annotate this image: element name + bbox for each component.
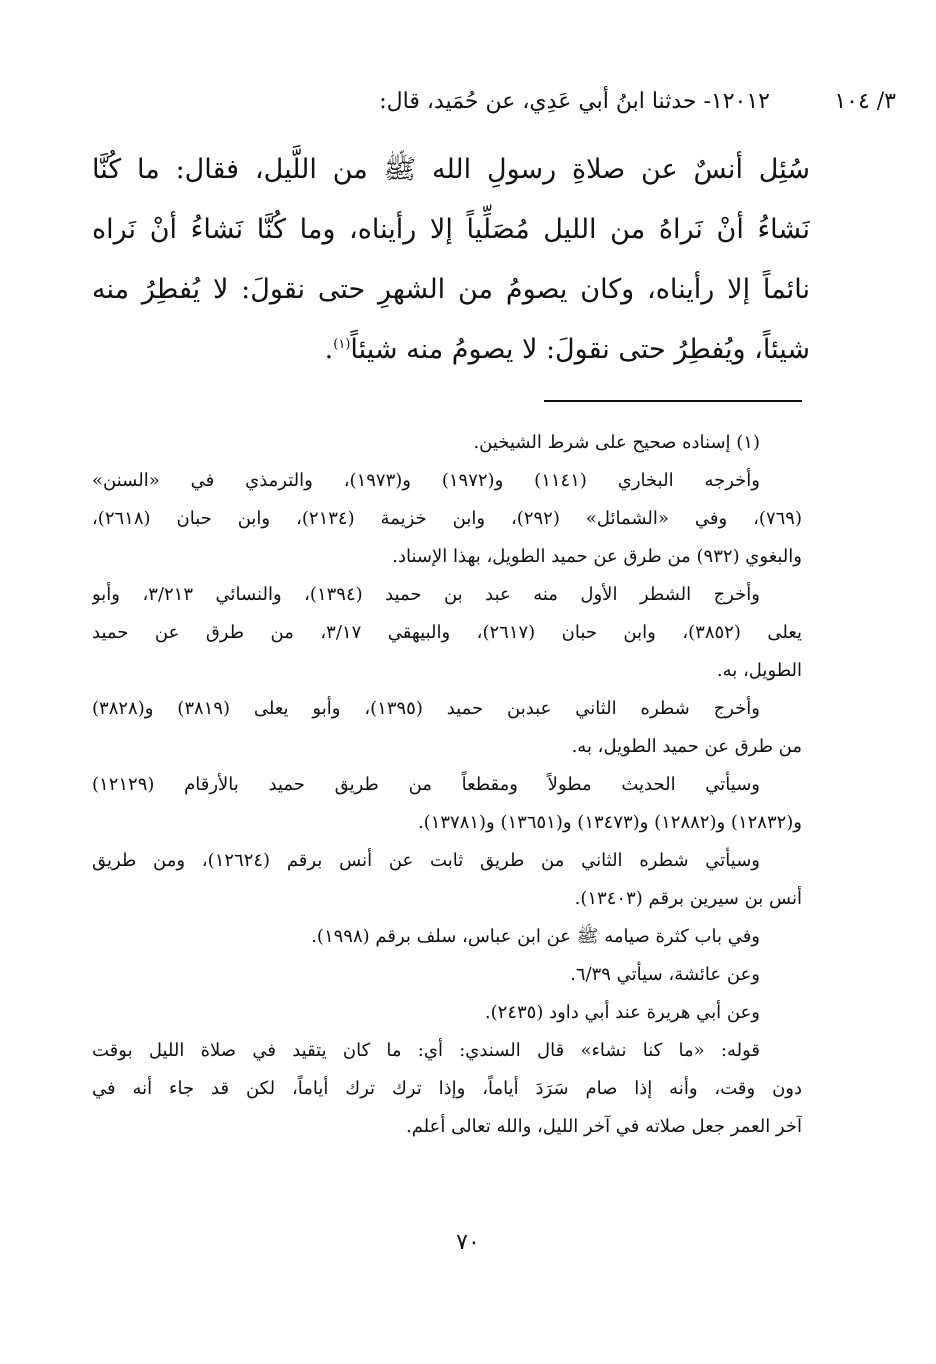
hadith-text (92, 140, 810, 380)
footnote-line: قوله: «ما كنا نشاء» قال السندي: أي: ما كان يتقيد في صلاة الليل بوقت (92, 1040, 760, 1061)
footnote-line: الطويل، به. (716, 660, 802, 681)
footnote-line: (١) إسناده صحيح على شرط الشيخين. (473, 432, 760, 453)
footnote-divider (544, 400, 802, 402)
footnote-line: يعلى (٣٨٥٢)، وابن حبان (٢٦١٧)، والبيهقي ٣/١٧، من طرق عن حميد (92, 622, 802, 643)
hadith-line (92, 320, 810, 380)
hadith-header (40, 82, 896, 122)
footnote-line: و(١٢٨٣٢) و(١٢٨٨٢) و(١٣٤٧٣) و(١٣٦٥١) و(١٣٧٨١). (417, 812, 802, 833)
footnote-line: وأخرج الشطر الأول منه عبد بن حميد (١٣٩٤)، والنسائي ٣/٢١٣، وأبو (92, 584, 760, 605)
footnote-line: وأخرجه البخاري (١١٤١) و(١٩٧٢) و(١٩٧٣)، والترمذي في «السنن» (92, 470, 761, 491)
hadith-line: سُئِل أنسٌ عن صلاةِ رسولِ الله ﷺ من اللَّيل، فقال: ما كُنَّا (92, 154, 810, 185)
hadith-line: نَشاءُ أنْ نَراهُ من الليل مُصَلِّياً إلا رأيناه، وما كُنَّا نَشاءُ أنْ نَراه (92, 214, 810, 245)
footnote-line: وسيأتي الحديث مطولاً ومقطعاً من طريق حميد بالأرقام (١٢١٢٩) (92, 774, 760, 795)
hadith-line-text: شيئاً، ويُفطِرُ حتى نقولَ: لا يصومُ منه شيئاً (350, 334, 810, 365)
footnote-line: دون وقت، وأنه إذا صام سَرَدَ أياماً، وإذا ترك ترك أياماً، لكن قد جاء أنه في (92, 1078, 802, 1099)
hadith-isnad: ١٢٠١٢- حدثنا ابنُ أبي عَدِي، عن حُمَيد، قال: (379, 89, 770, 114)
footnote-line: أنس بن سيرين برقم (١٣٤٠٣). (574, 888, 802, 909)
page-number: ٧٠ (456, 1230, 480, 1255)
footnote-line: وفي باب كثرة صيامه ﷺ عن ابن عباس، سلف برقم (١٩٩٨). (311, 926, 760, 947)
hadith-line: نائماً إلا رأيناه، وكان يصومُ من الشهرِ حتى نقولَ: لا يُفطِرُ منه (92, 274, 810, 305)
footnote-line: وسيأتي شطره الثاني من طريق ثابت عن أنس برقم (١٢٦٢٤)، ومن طريق (92, 850, 761, 871)
footnote-line: وأخرج شطره الثاني عبدبن حميد (١٣٩٥)، وأبو يعلى (٣٨١٩) و(٣٨٢٨) (92, 698, 760, 719)
footnote-line: (٧٦٩)، وفي «الشمائل» (٢٩٢)، وابن خزيمة (٢١٣٤)، وابن حبان (٢٦١٨)، (92, 508, 802, 529)
footnote-line: وعن أبي هريرة عند أبي داود (٢٤٣٥). (484, 1002, 760, 1023)
footnote-line: وعن عائشة، سيأتي ٦/٣٩. (570, 964, 760, 985)
footnote-line: والبغوي (٩٣٢) من طرق عن حميد الطويل، بهذا الإسناد. (392, 546, 802, 567)
footnote-marker: (١) (333, 337, 351, 352)
volume-page-reference: ٣/ ١٠٤ (834, 89, 896, 114)
footnote-line: من طرق عن حميد الطويل، به. (571, 736, 802, 757)
footnotes (92, 424, 802, 1146)
hadith-end-punctuation: . (324, 334, 334, 365)
footnote-line: آخر العمر جعل صلاته في آخر الليل، والله تعالى أعلم. (405, 1116, 802, 1137)
